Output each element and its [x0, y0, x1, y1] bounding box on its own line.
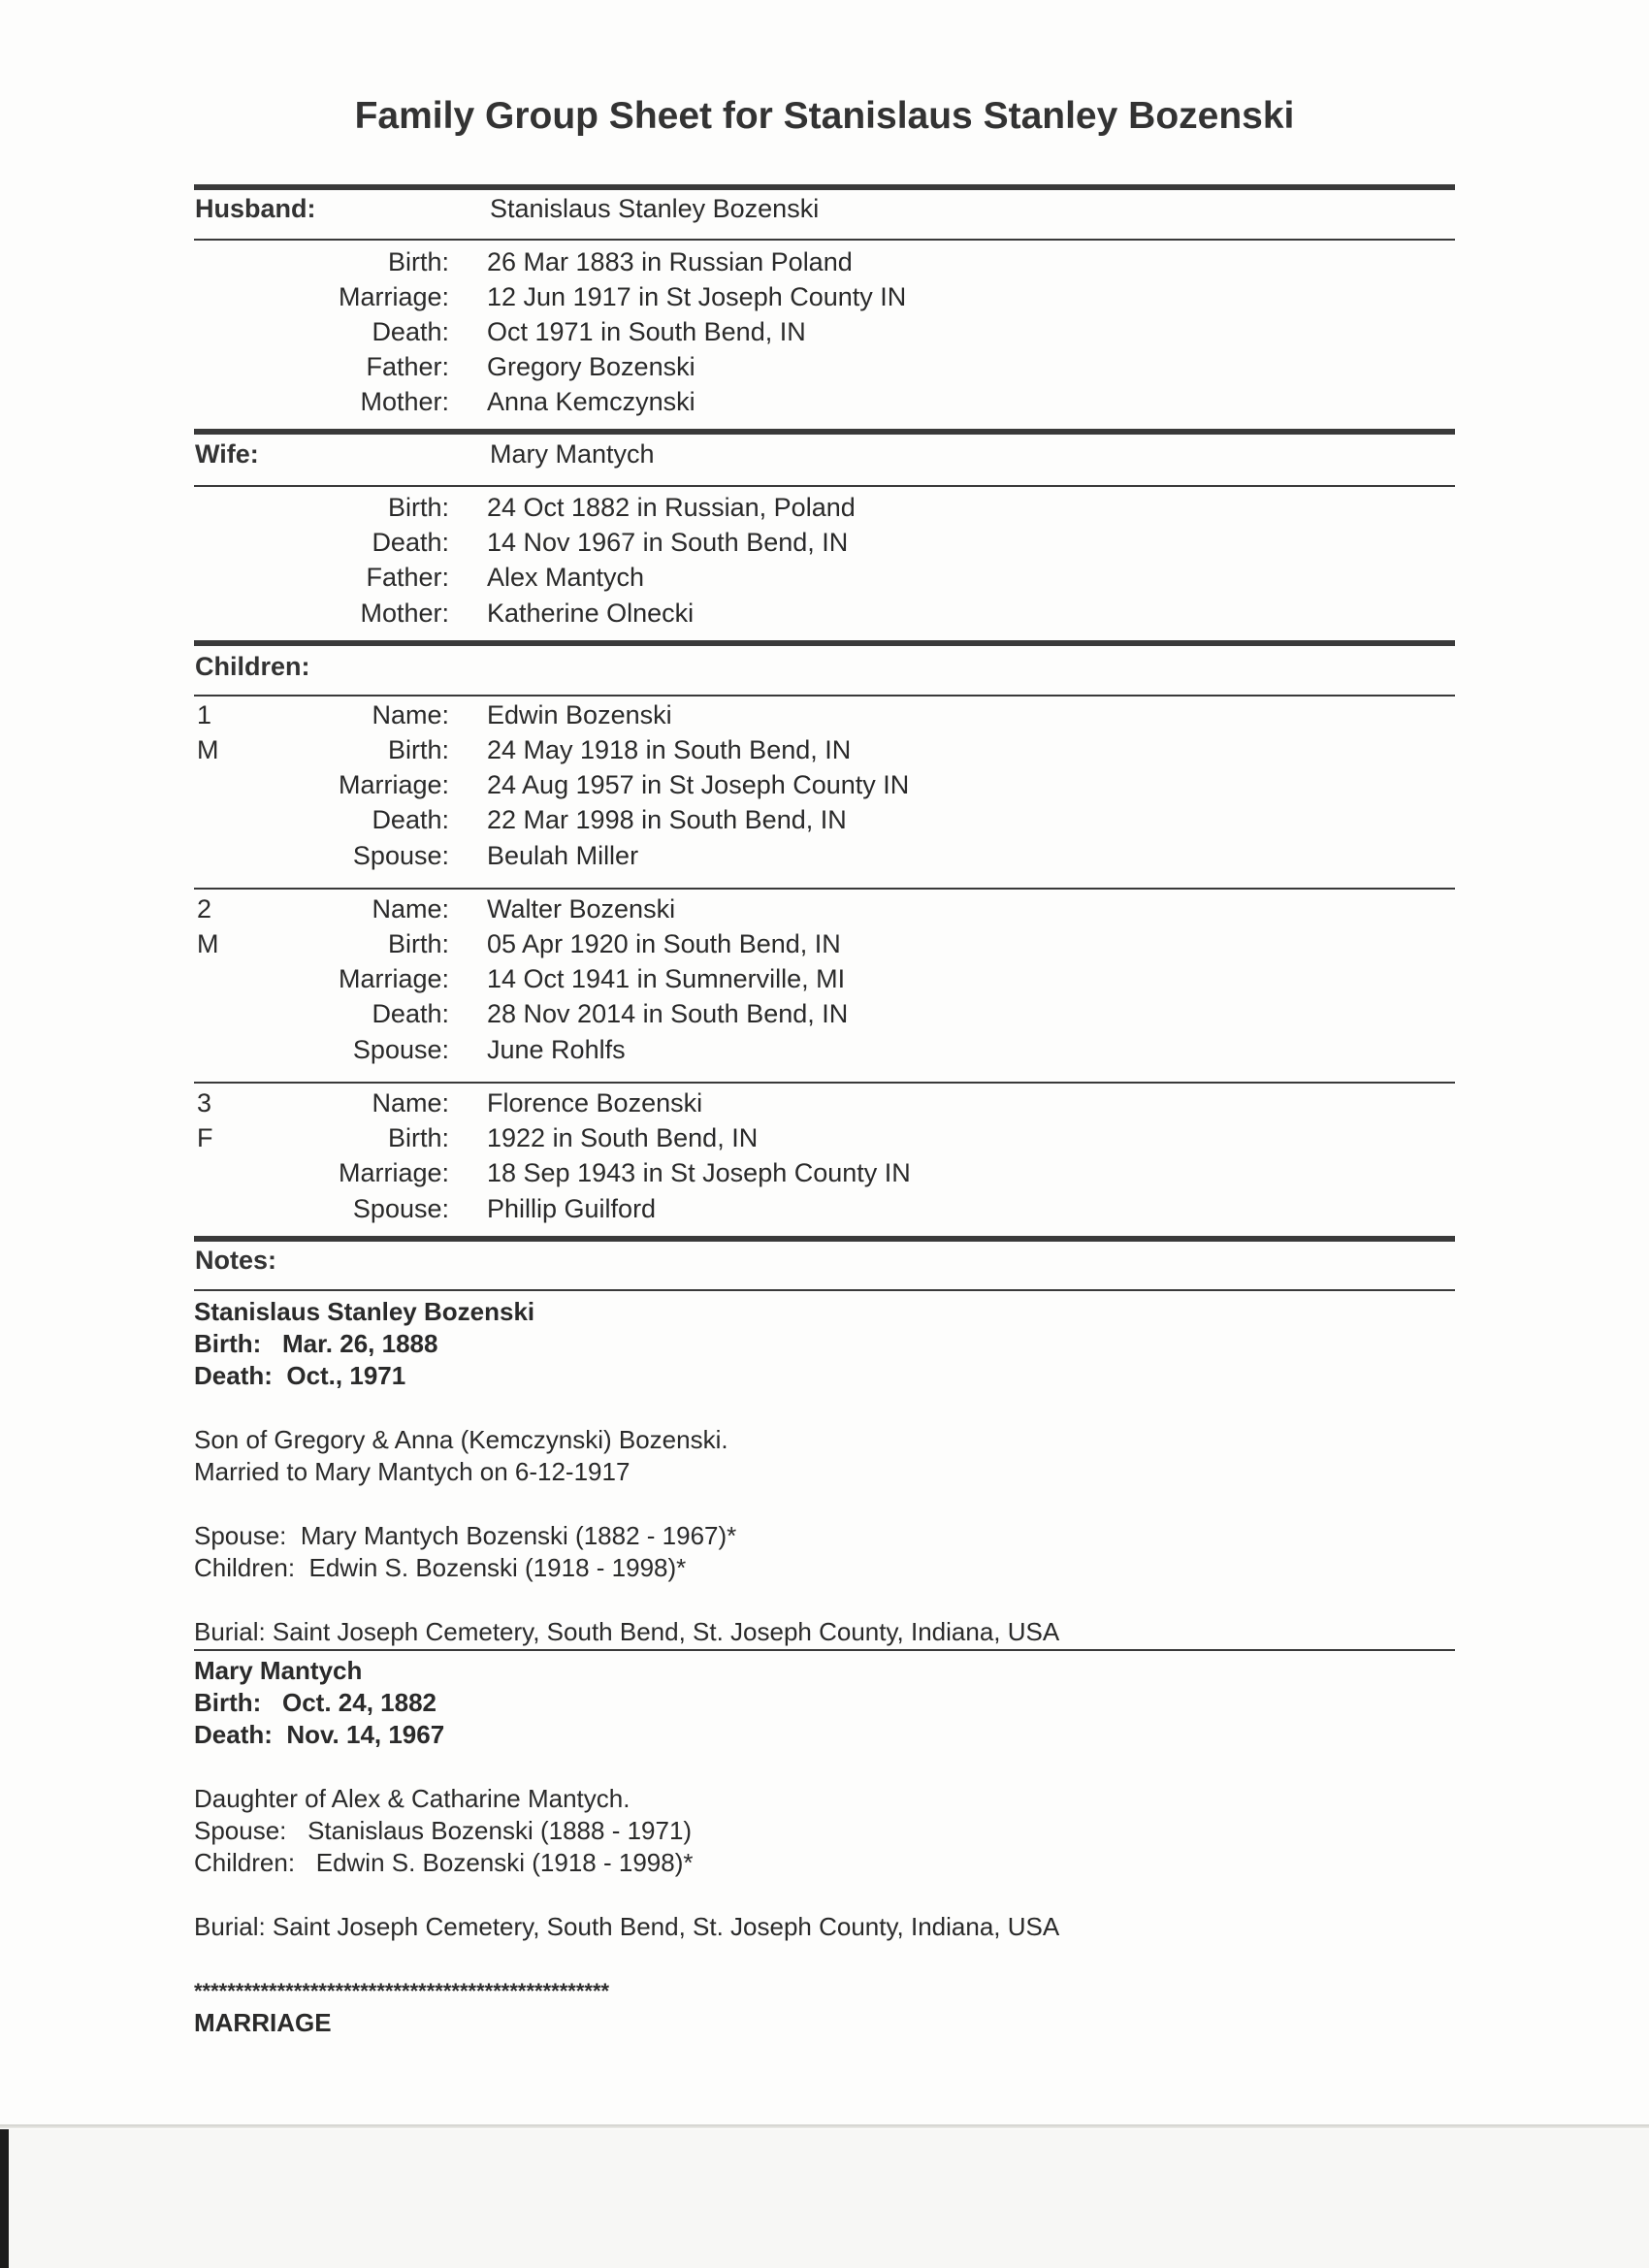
child-fact-label: Death:	[372, 805, 449, 834]
page-title: Family Group Sheet for Stanislaus Stanley Bozenski	[354, 95, 1295, 137]
note-name: Mary Mantych	[194, 1656, 363, 1685]
child-fact-label: Birth:	[387, 929, 449, 958]
child-fact-label: Spouse:	[352, 1035, 449, 1064]
husband-fact-value: 12 Jun 1917 in St Joseph County IN	[487, 282, 907, 311]
note-spouse: Spouse: Mary Mantych Bozenski (1882 - 1967)*	[194, 1521, 737, 1550]
scan-binding-edge	[0, 2129, 9, 2268]
blank-line	[194, 1488, 1059, 1520]
blank-line	[194, 1392, 1059, 1424]
child-fact-value: 22 Mar 1998 in South Bend, IN	[487, 805, 847, 834]
child-fact-label: Death:	[372, 999, 449, 1028]
child-fact-value: 24 May 1918 in South Bend, IN	[487, 735, 852, 764]
child-fact-label: Birth:	[387, 1123, 449, 1152]
husband-fact-label: Birth:	[387, 247, 449, 276]
children-label: Children:	[195, 652, 310, 681]
note-children: Children: Edwin S. Bozenski (1918 - 1998)*	[194, 1553, 687, 1582]
blank-line	[194, 1751, 1059, 1783]
child-fact-label: Name:	[372, 1088, 449, 1118]
note-birth: Birth: Oct. 24, 1882	[194, 1688, 436, 1717]
rule	[194, 184, 1455, 190]
child-fact-value: 1922 in South Bend, IN	[487, 1123, 759, 1152]
husband-fact-label: Death:	[372, 317, 449, 346]
child-fact-label: Spouse:	[352, 841, 449, 870]
husband-fact-value: 26 Mar 1883 in Russian Poland	[487, 247, 853, 276]
note-text: Married to Mary Mantych on 6-12-1917	[194, 1457, 630, 1486]
rule	[194, 485, 1455, 487]
note-birth: Birth: Mar. 26, 1888	[194, 1329, 438, 1358]
note-name: Stanislaus Stanley Bozenski	[194, 1297, 535, 1326]
child-fact-label: Name:	[372, 894, 449, 923]
rule	[194, 429, 1455, 435]
child-fact-value: Walter Bozenski	[487, 894, 676, 923]
husband-fact-label: Mother:	[360, 387, 449, 416]
note-burial: Burial: Saint Joseph Cemetery, South Bend, St. Joseph County, Indiana, USA	[194, 1617, 1060, 1646]
rule	[194, 1082, 1455, 1084]
note-spouse: Spouse: Stanislaus Bozenski (1888 - 1971)	[194, 1816, 693, 1845]
child-sex: M	[197, 735, 219, 764]
wife-fact-label: Death:	[372, 528, 449, 557]
husband-fact-label: Father:	[366, 352, 449, 381]
husband-fact-value: Oct 1971 in South Bend, IN	[487, 317, 806, 346]
child-sex: F	[197, 1123, 213, 1152]
child-number: 3	[197, 1088, 212, 1118]
rule	[194, 888, 1455, 890]
rule	[194, 1289, 1455, 1291]
note-text: Son of Gregory & Anna (Kemczynski) Bozenski.	[194, 1425, 728, 1454]
note-stanislaus	[194, 1296, 1059, 1648]
marriage-heading: MARRIAGE	[194, 2008, 332, 2037]
child-fact-label: Marriage:	[338, 964, 449, 993]
note-children: Children: Edwin S. Bozenski (1918 - 1998)*	[194, 1848, 694, 1877]
wife-fact-label: Father:	[366, 563, 449, 592]
wife-fact-value: 14 Nov 1967 in South Bend, IN	[487, 528, 849, 557]
blank-line	[194, 1879, 1059, 1911]
husband-fact-label: Marriage:	[338, 282, 449, 311]
note-death: Death: Nov. 14, 1967	[194, 1720, 445, 1749]
wife-name: Mary Mantych	[490, 439, 655, 469]
child-sex: M	[197, 929, 219, 958]
child-fact-value: Beulah Miller	[487, 841, 639, 870]
child-fact-label: Birth:	[387, 735, 449, 764]
child-fact-value: June Rohlfs	[487, 1035, 626, 1064]
separator-stars: **************************************************	[194, 1979, 610, 2003]
note-mary	[194, 1655, 1059, 2039]
rule	[194, 1236, 1455, 1242]
husband-fact-value: Gregory Bozenski	[487, 352, 695, 381]
wife-fact-value: Katherine Olnecki	[487, 599, 695, 628]
child-number: 1	[197, 700, 212, 729]
child-fact-value: Florence Bozenski	[487, 1088, 703, 1118]
child-fact-value: Edwin Bozenski	[487, 700, 672, 729]
child-fact-value: 14 Oct 1941 in Sumnerville, MI	[487, 964, 846, 993]
blank-line	[194, 1943, 1059, 1975]
child-fact-value: 18 Sep 1943 in St Joseph County IN	[487, 1158, 911, 1187]
child-number: 2	[197, 894, 212, 923]
note-death: Death: Oct., 1971	[194, 1361, 406, 1390]
rule	[194, 640, 1455, 646]
rule	[194, 239, 1455, 241]
husband-label: Husband:	[195, 194, 316, 223]
rule	[194, 695, 1455, 697]
child-fact-value: 24 Aug 1957 in St Joseph County IN	[487, 770, 910, 799]
child-fact-label: Name:	[372, 700, 449, 729]
blank-line	[194, 1584, 1059, 1616]
wife-fact-value: 24 Oct 1882 in Russian, Poland	[487, 493, 856, 522]
note-text: Daughter of Alex & Catharine Mantych.	[194, 1784, 630, 1813]
child-fact-value: 28 Nov 2014 in South Bend, IN	[487, 999, 849, 1028]
wife-fact-label: Mother:	[360, 599, 449, 628]
child-fact-label: Spouse:	[352, 1194, 449, 1223]
wife-fact-label: Birth:	[387, 493, 449, 522]
child-fact-label: Marriage:	[338, 1158, 449, 1187]
husband-fact-value: Anna Kemczynski	[487, 387, 695, 416]
notes-label: Notes:	[195, 1246, 277, 1275]
wife-fact-value: Alex Mantych	[487, 563, 645, 592]
rule	[194, 1649, 1455, 1651]
husband-name: Stanislaus Stanley Bozenski	[490, 194, 820, 223]
note-burial: Burial: Saint Joseph Cemetery, South Bend, St. Joseph County, Indiana, USA	[194, 1912, 1060, 1941]
child-fact-value: Phillip Guilford	[487, 1194, 657, 1223]
scan-edge	[0, 2124, 1649, 2128]
wife-label: Wife:	[195, 439, 259, 469]
child-fact-label: Marriage:	[338, 770, 449, 799]
child-fact-value: 05 Apr 1920 in South Bend, IN	[487, 929, 841, 958]
